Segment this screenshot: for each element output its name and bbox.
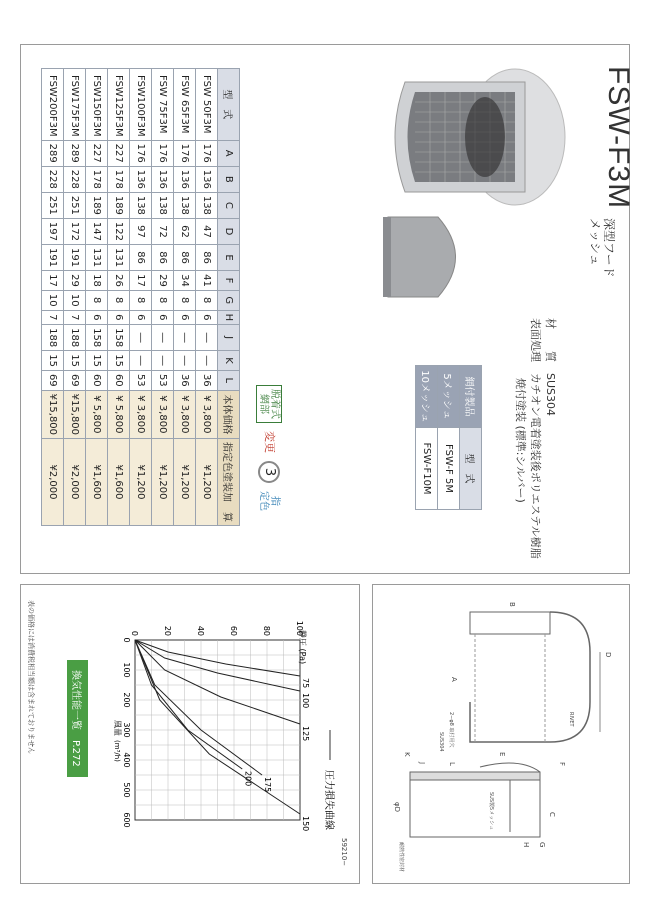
table-header-8: H xyxy=(218,310,240,325)
table-cell: ¥1,200 xyxy=(174,439,196,526)
table-cell: ― xyxy=(196,351,218,371)
table-cell: 136 xyxy=(196,166,218,192)
material-label: 材 質 xyxy=(544,318,557,362)
table-cell: 158 xyxy=(108,325,130,351)
series-line-200 xyxy=(135,640,242,769)
spec-table xyxy=(41,68,240,526)
drawing-label: D xyxy=(604,652,612,658)
mesh-header-model: 型 式 xyxy=(460,428,482,510)
model-cell: FSW 65F3M xyxy=(174,69,196,141)
table-header-7: G xyxy=(218,290,240,310)
table-cell: 97 xyxy=(130,218,152,244)
table-cell: 176 xyxy=(174,140,196,166)
y-tick-label: 40 xyxy=(196,625,205,636)
table-cell: ¥2,000 xyxy=(64,439,86,526)
x-tick-label: 100 xyxy=(122,662,131,678)
drawing-label: L xyxy=(448,762,456,766)
table-cell: 17 xyxy=(130,271,152,291)
table-cell: 7 xyxy=(64,310,86,325)
spec-table-wrapper xyxy=(41,68,240,526)
table-header-12: 本体価格 xyxy=(218,390,240,438)
table-cell: 29 xyxy=(152,271,174,291)
spec-block xyxy=(513,318,558,559)
table-cell: 69 xyxy=(64,370,86,390)
subtitle-block xyxy=(588,218,616,278)
table-cell: 26 xyxy=(108,271,130,291)
table-header-6: F xyxy=(218,271,240,291)
table-cell: 131 xyxy=(86,245,108,271)
table-header-4: D xyxy=(218,218,240,244)
table-cell: ― xyxy=(130,351,152,371)
mesh-row-product: 10メッシュ xyxy=(416,366,438,428)
table-cell: 34 xyxy=(174,271,196,291)
table-cell: ― xyxy=(130,325,152,351)
table-cell: 138 xyxy=(196,192,218,218)
table-cell: 8 xyxy=(130,290,152,310)
table-cell: 178 xyxy=(86,166,108,192)
table-header-13: 指定色塗装加 算 xyxy=(218,439,240,526)
table-cell: ― xyxy=(196,325,218,351)
table-cell: 15 xyxy=(108,351,130,371)
table-cell: ¥1,200 xyxy=(130,439,152,526)
table-header-10: K xyxy=(218,351,240,371)
chart-ylabel: 静圧 (Pa) xyxy=(298,630,307,665)
table-cell: 228 xyxy=(64,166,86,192)
mesh-row-model: FSW-F10M xyxy=(416,428,438,510)
drawing-label: SUS304 xyxy=(438,732,444,752)
table-cell: ¥ 5,800 xyxy=(86,390,108,438)
price-note-wrap xyxy=(26,600,36,754)
designated-color-mark: 指 定色 xyxy=(258,491,280,511)
subtitle-line-1: 深型フード xyxy=(602,218,616,278)
series-label-100: 100 xyxy=(301,693,310,709)
table-cell: 172 xyxy=(64,218,86,244)
y-tick-label: 0 xyxy=(130,630,139,636)
table-cell: 69 xyxy=(42,370,64,390)
table-cell: ― xyxy=(152,351,174,371)
table-cell: 36 xyxy=(196,370,218,390)
table-cell: ¥ 3,800 xyxy=(130,390,152,438)
table-cell: ¥ 3,800 xyxy=(152,390,174,438)
table-cell: ¥1,600 xyxy=(86,439,108,526)
table-header-1: A xyxy=(218,140,240,166)
table-cell: 189 xyxy=(86,192,108,218)
table-cell: 188 xyxy=(42,325,64,351)
x-tick-label: 500 xyxy=(122,782,131,798)
product-photo-hood xyxy=(385,62,575,212)
table-cell: 191 xyxy=(64,245,86,271)
x-tick-label: 600 xyxy=(122,812,131,828)
table-cell: 10 xyxy=(42,290,64,310)
drawing-label: B xyxy=(508,602,516,607)
model-cell: FSW125F3M xyxy=(108,69,130,141)
table-cell: 227 xyxy=(86,140,108,166)
table-cell: 15 xyxy=(86,351,108,371)
table-header-11: L xyxy=(218,370,240,390)
model-cell: FSW150F3M xyxy=(86,69,108,141)
series-line-175 xyxy=(135,640,262,775)
table-cell: ¥15,800 xyxy=(64,390,86,438)
table-cell: 188 xyxy=(64,325,86,351)
pressure-loss-chart xyxy=(110,600,340,870)
table-cell: 289 xyxy=(64,140,86,166)
table-cell: 86 xyxy=(152,245,174,271)
drawing-label: 2−φ8 取付用穴 xyxy=(448,712,454,748)
subtitle-line-2: メッシュ xyxy=(588,218,602,266)
table-cell: ¥1,200 xyxy=(152,439,174,526)
table-cell: 197 xyxy=(42,218,64,244)
table-cell: 251 xyxy=(64,192,86,218)
mesh-product-table xyxy=(415,365,482,510)
drawing-label: K xyxy=(403,752,411,757)
drawing-label: A xyxy=(450,677,458,682)
model-cell: FSW 75F3M xyxy=(152,69,174,141)
x-tick-label: 200 xyxy=(122,692,131,708)
chart-grid xyxy=(135,640,300,820)
table-cell: 176 xyxy=(196,140,218,166)
table-cell: 86 xyxy=(130,245,152,271)
table-cell: 122 xyxy=(108,218,130,244)
drawing-label: SUS製5メッシュ xyxy=(488,792,494,831)
table-cell: 158 xyxy=(86,325,108,351)
y-tick-label: 80 xyxy=(262,625,271,636)
chart-xunit: (m³/h) xyxy=(113,740,121,762)
table-cell: 29 xyxy=(64,271,86,291)
table-cell: 227 xyxy=(108,140,130,166)
chart-xlabel: 風量 xyxy=(113,720,122,736)
table-row xyxy=(174,69,196,526)
change-mark: 変更 xyxy=(263,431,276,453)
x-tick-label: 400 xyxy=(122,752,131,768)
removable-mesh-mark: 脱着式 網部 xyxy=(256,385,282,423)
table-cell: 60 xyxy=(86,370,108,390)
drawing-label: H xyxy=(522,842,530,848)
series-label-75: 75 xyxy=(301,678,310,689)
chart-title: 圧力損失曲線 xyxy=(323,770,334,830)
table-row xyxy=(130,69,152,526)
table-row xyxy=(42,69,64,526)
table-cell: ¥2,000 xyxy=(42,439,64,526)
table-cell: ― xyxy=(174,351,196,371)
drawing-label: C xyxy=(548,812,556,817)
table-cell: 228 xyxy=(42,166,64,192)
table-cell: 136 xyxy=(152,166,174,192)
price-note: 表の価格には消費税相当額は含まれておりません xyxy=(27,600,35,754)
table-header-2: B xyxy=(218,166,240,192)
drawing-label: 耐熱性密封材 xyxy=(398,842,404,872)
chart-x-ticks xyxy=(122,637,131,827)
x-tick-label: 0 xyxy=(122,637,131,643)
table-row xyxy=(64,69,86,526)
drawing-label: E xyxy=(498,752,506,757)
drawing-label: F xyxy=(558,762,566,767)
series-label-125: 125 xyxy=(301,726,310,742)
table-cell: ¥ 3,800 xyxy=(196,390,218,438)
table-row xyxy=(196,69,218,526)
product-photo-mesh xyxy=(378,212,478,302)
drawing-label: φD xyxy=(393,802,401,813)
table-cell: 15 xyxy=(64,351,86,371)
finish-value-2: 焼付塗装 (標準:シルバー) xyxy=(514,378,527,503)
performance-tag[interactable]: 換気性能一覧 P.272 xyxy=(67,660,88,777)
table-cell: 6 xyxy=(152,310,174,325)
page-title: FSW-F3M xyxy=(602,66,635,210)
y-tick-label: 20 xyxy=(163,625,172,636)
table-cell: 251 xyxy=(42,192,64,218)
technical-drawing-wrap xyxy=(376,592,620,872)
mesh-row-model: FSW-F 5M xyxy=(438,428,460,510)
table-row xyxy=(152,69,174,526)
y-tick-label: 100 xyxy=(295,620,304,636)
table-cell: 289 xyxy=(42,140,64,166)
table-cell: 136 xyxy=(174,166,196,192)
performance-tag-wrap xyxy=(67,660,88,777)
table-cell: 41 xyxy=(196,271,218,291)
table-header-5: E xyxy=(218,245,240,271)
technical-drawing xyxy=(380,592,620,872)
series-label-175: 175 xyxy=(263,777,273,793)
table-cell: 8 xyxy=(174,290,196,310)
drawing-label: G xyxy=(538,842,546,848)
table-header-0: 型 式 xyxy=(218,69,240,141)
mesh-row-product: 5メッシュ xyxy=(438,366,460,428)
material-value: SUS304 xyxy=(544,373,557,417)
table-cell: ¥1,600 xyxy=(108,439,130,526)
table-cell: 10 xyxy=(64,290,86,310)
table-header-9: J xyxy=(218,325,240,351)
table-cell: 17 xyxy=(42,271,64,291)
table-cell: 131 xyxy=(108,245,130,271)
page-code-wrap xyxy=(340,838,348,866)
table-cell: 53 xyxy=(130,370,152,390)
model-cell: FSW175F3M xyxy=(64,69,86,141)
mesh-header-product: 網付製品 xyxy=(460,366,482,428)
table-cell: 6 xyxy=(108,310,130,325)
table-cell: 8 xyxy=(86,290,108,310)
table-row xyxy=(108,69,130,526)
table-cell: ¥15,800 xyxy=(42,390,64,438)
drawing-labels xyxy=(393,602,612,872)
table-cell: ― xyxy=(152,325,174,351)
table-cell: 62 xyxy=(174,218,196,244)
table-cell: 191 xyxy=(42,245,64,271)
table-cell: 138 xyxy=(174,192,196,218)
model-cell: FSW200F3M xyxy=(42,69,64,141)
series-label-150: 150 xyxy=(301,816,310,832)
table-cell: 136 xyxy=(130,166,152,192)
table-row xyxy=(86,69,108,526)
finish-label: 表面処理 xyxy=(529,318,542,362)
table-cell: 8 xyxy=(196,290,218,310)
table-cell: 86 xyxy=(196,245,218,271)
table-cell: 176 xyxy=(130,140,152,166)
table-cell: 176 xyxy=(152,140,174,166)
model-cell: FSW100F3M xyxy=(130,69,152,141)
table-cell: 6 xyxy=(196,310,218,325)
table-cell: 8 xyxy=(152,290,174,310)
feature-marks xyxy=(256,385,282,511)
table-cell: 6 xyxy=(130,310,152,325)
chart-y-ticks xyxy=(130,621,304,636)
three-mark: 3 xyxy=(258,461,280,483)
table-cell: 6 xyxy=(174,310,196,325)
table-cell: 15 xyxy=(42,351,64,371)
drawing-label: RIVET xyxy=(568,712,574,727)
table-header-3: C xyxy=(218,192,240,218)
table-cell: ― xyxy=(174,325,196,351)
table-cell: 36 xyxy=(174,370,196,390)
table-cell: 147 xyxy=(86,218,108,244)
table-cell: 138 xyxy=(130,192,152,218)
table-cell: 7 xyxy=(42,310,64,325)
x-tick-label: 300 xyxy=(122,722,131,738)
table-cell: 189 xyxy=(108,192,130,218)
table-cell: 138 xyxy=(152,192,174,218)
table-cell: 86 xyxy=(174,245,196,271)
drawing-label: J xyxy=(418,762,426,765)
table-cell: 60 xyxy=(108,370,130,390)
table-cell: 53 xyxy=(152,370,174,390)
table-cell: ¥ 5,800 xyxy=(108,390,130,438)
table-cell: ¥ 3,800 xyxy=(174,390,196,438)
table-cell: 18 xyxy=(86,271,108,291)
page-code: 59210− xyxy=(340,838,348,867)
table-cell: 178 xyxy=(108,166,130,192)
model-cell: FSW 50F3M xyxy=(196,69,218,141)
table-cell: 8 xyxy=(108,290,130,310)
table-cell: 47 xyxy=(196,218,218,244)
table-cell: 6 xyxy=(86,310,108,325)
pressure-loss-chart-wrap xyxy=(106,600,340,870)
y-tick-label: 60 xyxy=(229,625,238,636)
table-cell: 72 xyxy=(152,218,174,244)
finish-value-1: カチオン電着塗装後ポリエステル樹脂 xyxy=(529,373,542,559)
table-cell: ¥1,200 xyxy=(196,439,218,526)
series-label-200: 200 xyxy=(243,771,253,787)
